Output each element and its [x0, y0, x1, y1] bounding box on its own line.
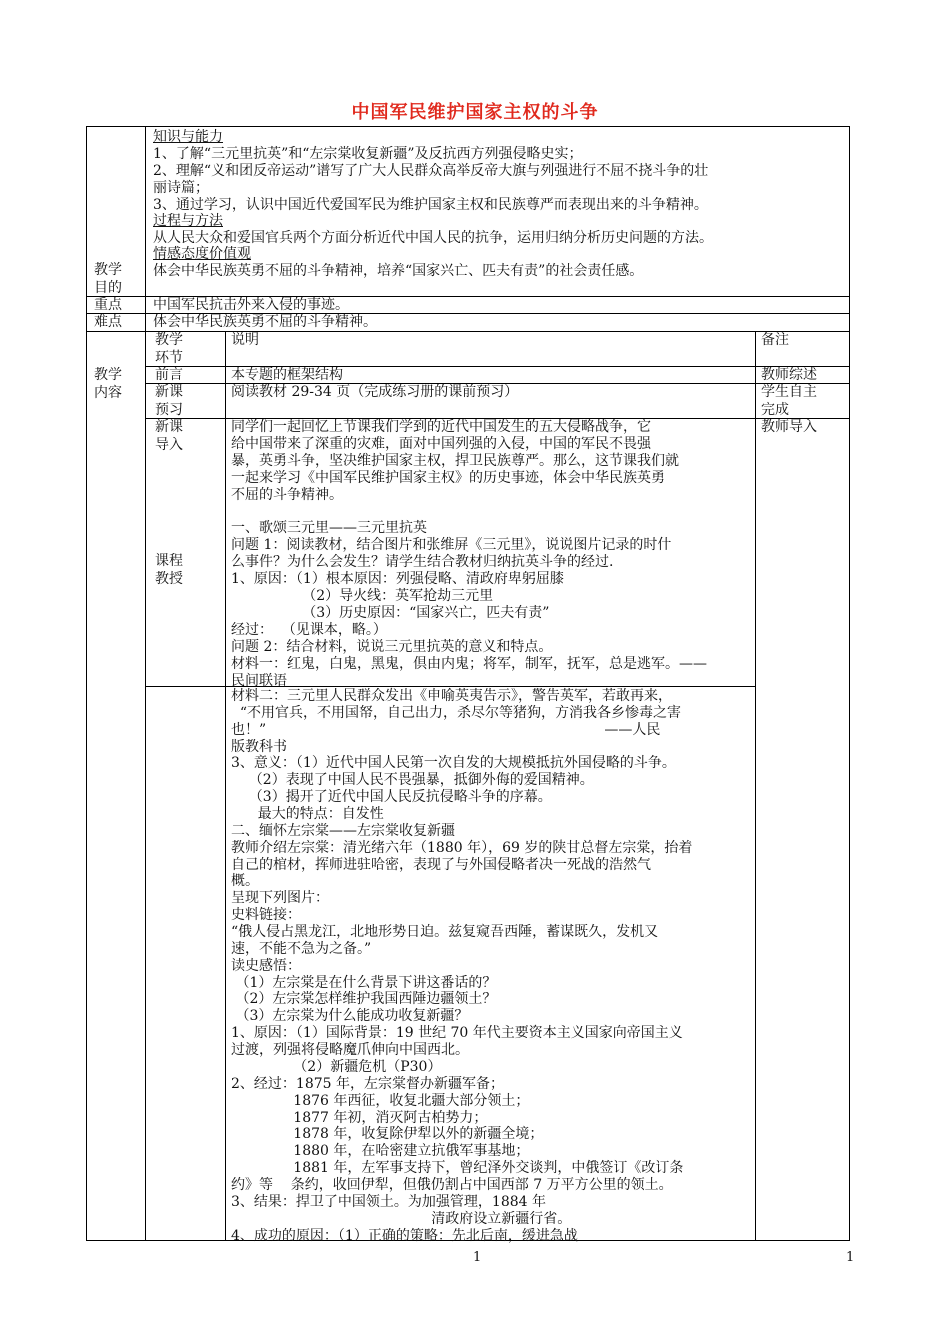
- lesson-line: 概。: [231, 873, 259, 890]
- lesson-line: 自己的棺材，挥师进驻哈密，表现了与外国侵略者决一死战的浩然气: [231, 856, 651, 873]
- table-line: [145, 126, 146, 1241]
- lesson-line: 问题 1：阅读教材，结合图片和张维屏《三元里》，说说图片记录的时什: [231, 537, 672, 554]
- lesson-line: 暴，英勇斗争，坚决维护国家主权，捍卫民族尊严。那么，这节课我们就: [231, 452, 679, 469]
- lesson-line: 4、成功的原因：（1）正确的策略：先北后南，缓进急战: [231, 1227, 578, 1244]
- lesson-line: 同学们一起回忆上节课我们学到的近代中国发生的五大侵略战争，它: [231, 419, 651, 435]
- page-number-right: 1: [846, 1250, 855, 1265]
- lesson-line: 也！” ——人民: [231, 721, 661, 738]
- table-line: [755, 331, 756, 1241]
- lesson-line: 材料二：三元里人民群众发出《申喻英夷告示》，警告英军，若敢再来，: [231, 688, 672, 704]
- difficulty-text: 体会中华民族英勇不屈的斗争精神。: [153, 314, 377, 330]
- objectives-label: 教学 目的: [94, 262, 122, 296]
- objective-text: 2、理解“义和团反帝运动”谱写了广大人民群众高举反帝大旗与列强进行不屈不挠斗争的壮: [153, 163, 709, 179]
- stage-header: 教学 环节: [155, 332, 183, 366]
- lesson-line: （3）左宗棠为什么能成功收复新疆？: [231, 1008, 469, 1025]
- desc-header: 说明: [231, 332, 259, 348]
- lesson-line: 1、原因：（1）国际背景：19 世纪 70 年代主要资本主义国家向帝国主义: [231, 1025, 683, 1042]
- objective-text: 丽诗篇；: [153, 180, 209, 196]
- lesson-line: 3、结果：捍卫了中国领土。为加强管理，1884 年: [231, 1193, 546, 1210]
- objective-text: 体会中华民族英勇不屈的斗争精神，培养“国家兴亡、匹夫有责”的社会责任感。: [153, 263, 644, 279]
- lesson-line: “俄人侵占黑龙江，北地形势日迫。兹复窥吾西陲，蓄谋既久，发机又: [231, 924, 659, 941]
- stage-cell: 新课 预习: [155, 384, 183, 418]
- lesson-line: 读史感悟：: [231, 957, 301, 974]
- lesson-line: 1876 年西征，收复北疆大部分领土；: [231, 1092, 530, 1109]
- lesson-line: 材料一：红鬼，白鬼，黑鬼，倶由内鬼；将军，制军，抚军，总是逃军。——: [231, 655, 707, 672]
- lesson-line: 不屈的斗争精神。: [231, 486, 343, 503]
- lesson-line: 1878 年，收复除伊犁以外的新疆全境；: [231, 1126, 544, 1143]
- lesson-line: 呈现下列图片：: [231, 890, 329, 907]
- lesson-line: 过渡，列强将侵略魔爪伸向中国西北。: [231, 1042, 469, 1059]
- lesson-line: （2）左宗棠怎样维护我国西陲边疆领土？: [231, 991, 497, 1008]
- lesson-line: 版教科书: [231, 738, 287, 755]
- key-point-text: 中国军民抗击外来入侵的事迹。: [153, 297, 349, 313]
- lesson-line: 1881 年，左军事支持下，曾纪泽外交谈判，中俄签订《改订条: [231, 1160, 684, 1177]
- lesson-line: 一、歌颂三元里——三元里抗英: [231, 520, 427, 537]
- lesson-line: 二、缅怀左宗棠——左宗棠收复新疆: [231, 822, 455, 839]
- emotion-heading: 情感态度价值观: [153, 246, 251, 262]
- lesson-line: 教师介绍左宗棠：清光绪六年（1880 年），69 岁的陕甘总督左宗棠，抬着: [231, 839, 693, 856]
- lesson-line: 清政府设立新疆行省。: [231, 1210, 572, 1227]
- lesson-line: 3、意义：（1）近代中国人民第一次自发的大规模抵抗外国侵略的斗争。: [231, 755, 676, 772]
- lesson-line: 史料链接：: [231, 907, 301, 924]
- objective-text: 3、通过学习，认识中国近代爱国军民为维护国家主权和民族尊严而表现出来的斗争精神。: [153, 197, 708, 213]
- knowledge-heading: 知识与能力: [153, 129, 223, 145]
- stage-cell: 前言: [155, 367, 183, 383]
- lesson-line: 最大的特点：自发性: [231, 806, 384, 823]
- lesson-line: （2）导火线：英军抢劫三元里: [231, 588, 494, 604]
- page-title: 中国军民维护国家主权的斗争: [351, 102, 599, 123]
- objective-text: 1、了解“三元里抗英”和“左宗棠收复新疆”及反抗西方列强侵略史实；: [153, 146, 583, 162]
- content-label: 教学 内容: [94, 367, 122, 401]
- remark-cell: 教师导入: [761, 419, 817, 435]
- lesson-line: （3）历史原因：“国家兴亡，匹夫有责”: [231, 604, 550, 621]
- lesson-line: （2）新疆危机（P30）: [231, 1058, 442, 1075]
- remark-header: 备注: [761, 332, 789, 348]
- lesson-line: 约》等 条约，收回伊犁，但俄仍割占中国西部 7 万平方公里的领土。: [231, 1176, 673, 1193]
- table-line: [225, 331, 226, 1241]
- lesson-line: 2、经过：1875 年，左宗棠督办新疆军备；: [231, 1075, 504, 1092]
- lesson-line: 么事件？为什么会发生？请学生结合教材归纳抗英斗争的经过.: [231, 554, 614, 571]
- difficulty-label: 难点: [94, 314, 122, 330]
- lesson-line: 1877 年初，消灭阿古柏势力；: [231, 1109, 488, 1126]
- lesson-line: 问题 2：结合材料，说说三元里抗英的意义和特点。: [231, 638, 553, 655]
- desc-cell: 阅读教材 29-34 页（完成练习册的课前预习）: [231, 384, 519, 400]
- page-number-center: 1: [473, 1250, 482, 1265]
- lesson-plan-table: [86, 126, 850, 1241]
- lesson-line: （3）揭开了近代中国人民反抗侵略斗争的序幕。: [231, 789, 552, 806]
- lesson-line: 1、原因：（1）根本原因：列强侵略、清政府卑躬屈膝: [231, 571, 564, 588]
- lesson-line: 1880 年，在哈密建立抗俄军事基地；: [231, 1143, 530, 1160]
- lesson-line: 给中国带来了深重的灾难，面对中国列强的入侵，中国的军民不畏强: [231, 435, 651, 452]
- remark-cell: 学生自主 完成: [761, 384, 817, 418]
- remark-cell: 教师综述: [761, 367, 817, 383]
- lesson-line: 民间联语: [231, 672, 287, 689]
- lesson-line: 速，不能不急为之备。”: [231, 940, 372, 957]
- key-point-label: 重点: [94, 297, 122, 313]
- stage-cell: 课程 教授: [155, 553, 183, 587]
- desc-cell: 本专题的框架结构: [231, 367, 343, 383]
- lesson-line: 一起来学习《中国军民维护国家主权》的历史事迹，体会中华民族英勇: [231, 469, 665, 486]
- lesson-line: “不用官兵，不用国帑，自己出力，杀尽尔等猪狗，方消我各乡惨毒之害: [231, 704, 682, 721]
- lesson-line: 经过： （见课本，略。）: [231, 621, 387, 638]
- lesson-line: （2）表现了中国人民不畏强暴，抵御外侮的爱国精神。: [231, 772, 594, 789]
- lesson-line: （1）左宗棠是在什么背景下讲这番话的？: [231, 974, 497, 991]
- process-heading: 过程与方法: [153, 213, 223, 229]
- objective-text: 从人民大众和爱国官兵两个方面分析近代中国人民的抗争，运用归纳分析历史问题的方法。: [153, 230, 713, 246]
- stage-cell: 新课 导入: [155, 419, 183, 453]
